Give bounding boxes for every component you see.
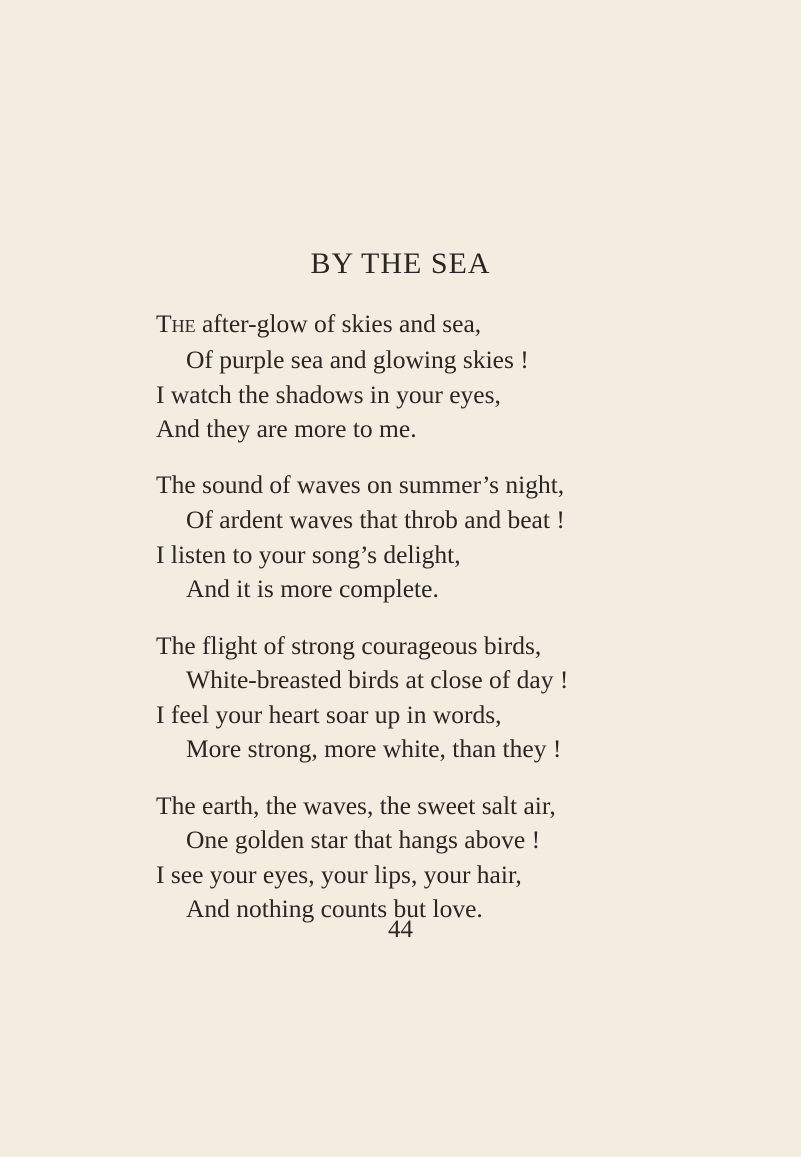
poem-line: More strong, more white, than they !: [186, 734, 562, 763]
poem-line: [156, 308, 481, 340]
poem-line: And it is more complete.: [186, 574, 439, 603]
poem-line: The sound of waves on summer’s night,: [156, 470, 565, 499]
first-word-small-caps: The: [156, 309, 196, 338]
poem-line: And nothing counts but love.: [186, 894, 483, 923]
poem-line: The earth, the waves, the sweet salt air,: [156, 791, 556, 820]
poem-line: I watch the shadows in your eyes,: [156, 380, 501, 409]
poem-line: I see your eyes, your lips, your hair,: [156, 860, 522, 889]
poem-line: I listen to your song’s delight,: [156, 540, 461, 569]
page-number: 44: [388, 916, 413, 943]
poem-line: And they are more to me.: [156, 414, 417, 443]
poem-title: BY THE SEA: [310, 247, 491, 280]
poem-line: One golden star that hangs above !: [186, 825, 541, 854]
poem-line: Of ardent waves that throb and beat !: [186, 505, 565, 534]
poem-line: The flight of strong courageous birds,: [156, 631, 542, 660]
poem-line: Of purple sea and glowing skies !: [186, 345, 529, 374]
poem-line: White-breasted birds at close of day !: [186, 665, 569, 694]
line-text: after-glow of skies and sea,: [195, 309, 482, 338]
poem-line: I feel your heart soar up in words,: [156, 700, 502, 729]
